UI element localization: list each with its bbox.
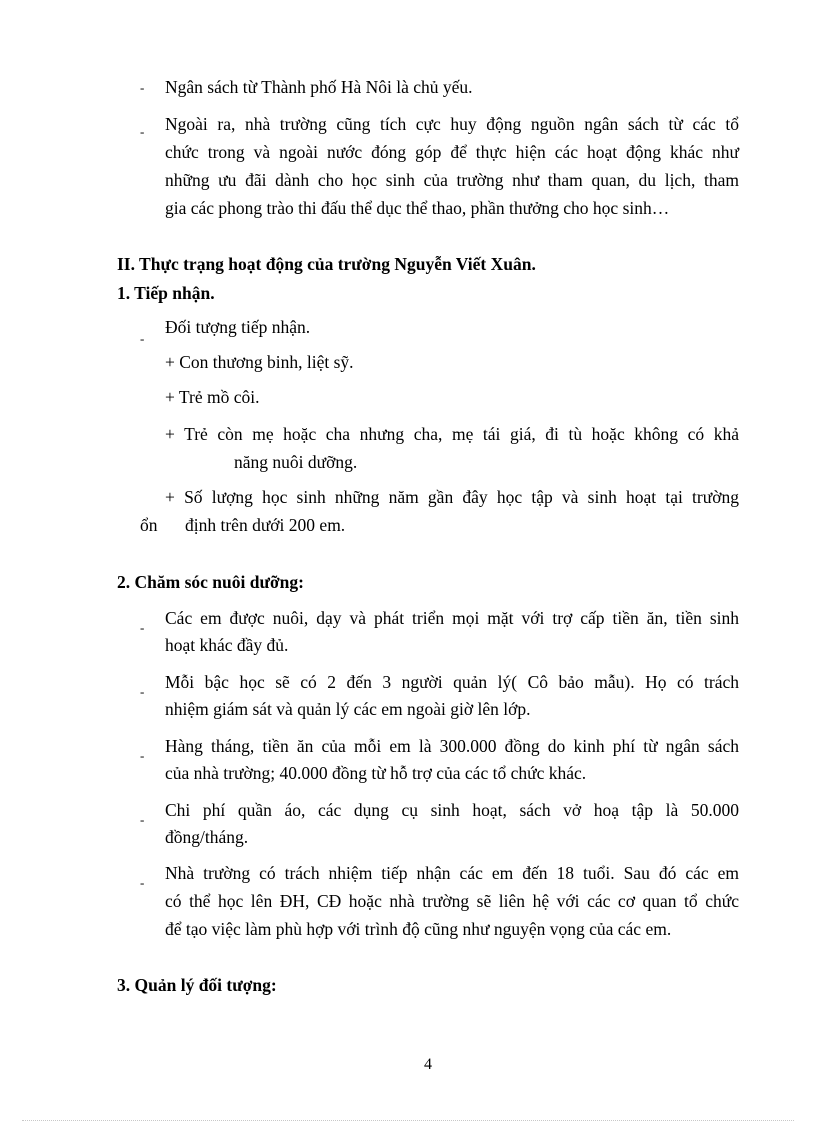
bullet-dash: - xyxy=(140,875,145,890)
subsection-heading: 2. Chăm sóc nuôi dưỡng: xyxy=(117,572,304,592)
paragraph-line: chức trong và ngoài nước đóng góp để thực hiện các hoạt động khác như xyxy=(165,142,739,162)
bullet-dash: - xyxy=(140,124,145,139)
plus-item: + Con thương binh, liệt sỹ. xyxy=(165,352,354,372)
paragraph-line: Chi phí quần áo, các dụng cụ sinh hoạt, sách vở hoạ tập là 50.000 xyxy=(165,800,739,820)
paragraph-line: gia các phong trào thi đấu thể dục thể thao, phần thưởng cho học sinh… xyxy=(165,198,670,218)
plus-item: + Trẻ mồ côi. xyxy=(165,387,260,407)
plus-item-continuation: ổn xyxy=(140,515,158,535)
paragraph-line: của nhà trường; 40.000 đồng từ hỗ trợ của các tổ chức khác. xyxy=(165,763,587,783)
subsection-heading: 1. Tiếp nhận. xyxy=(117,283,215,303)
bullet-dash: - xyxy=(140,80,145,95)
plus-item-continuation: định trên dưới 200 em. xyxy=(185,515,346,535)
page-bottom-divider xyxy=(22,1120,794,1121)
paragraph-line: có thể học lên ĐH, CĐ hoặc nhà trường sẽ liên hệ với các cơ quan tổ chức xyxy=(165,891,739,911)
paragraph-line: Ngoài ra, nhà trường cũng tích cực huy động nguồn ngân sách từ các tổ xyxy=(165,114,739,134)
paragraph-line: đồng/tháng. xyxy=(165,827,249,847)
paragraph-line: nhiệm giám sát và quản lý các em ngoài giờ lên lớp. xyxy=(165,699,531,719)
paragraph-line: Hàng tháng, tiền ăn của mỗi em là 300.000 đồng do kinh phí từ ngân sách xyxy=(165,736,739,756)
paragraph-line: hoạt khác đầy đủ. xyxy=(165,635,289,655)
page-number: 4 xyxy=(424,1056,432,1073)
plus-item-continuation: năng nuôi dưỡng. xyxy=(234,452,358,472)
bullet-dash: - xyxy=(140,620,145,635)
section-heading: II. Thực trạng hoạt động của trường Nguyễn Viết Xuân. xyxy=(117,254,536,274)
paragraph-line: Mỗi bậc học sẽ có 2 đến 3 người quản lý( Cô bảo mẫu). Họ có trách xyxy=(165,672,739,692)
paragraph-line: những ưu đãi dành cho học sinh của trường như tham quan, du lịch, tham xyxy=(165,170,739,190)
bullet-dash: - xyxy=(140,812,145,827)
paragraph-line: Ngân sách từ Thành phố Hà Nôi là chủ yếu. xyxy=(165,77,473,97)
plus-item: + Trẻ còn mẹ hoặc cha nhưng cha, mẹ tái giá, đi tù hoặc không có khả xyxy=(165,424,739,444)
bullet-dash: - xyxy=(140,331,145,346)
paragraph-line: để tạo việc làm phù hợp với trình độ cũng như nguyện vọng của các em. xyxy=(165,919,672,939)
plus-item: + Số lượng học sinh những năm gần đây học tập và sinh hoạt tại trường xyxy=(165,487,739,507)
paragraph-line: Đối tượng tiếp nhận. xyxy=(165,317,311,337)
bullet-dash: - xyxy=(140,684,145,699)
bullet-dash: - xyxy=(140,748,145,763)
paragraph-line: Nhà trường có trách nhiệm tiếp nhận các em đến 18 tuổi. Sau đó các em xyxy=(165,863,739,883)
subsection-heading: 3. Quản lý đối tượng: xyxy=(117,975,277,995)
paragraph-line: Các em được nuôi, dạy và phát triển mọi mặt với trợ cấp tiền ăn, tiền sinh xyxy=(165,608,739,628)
